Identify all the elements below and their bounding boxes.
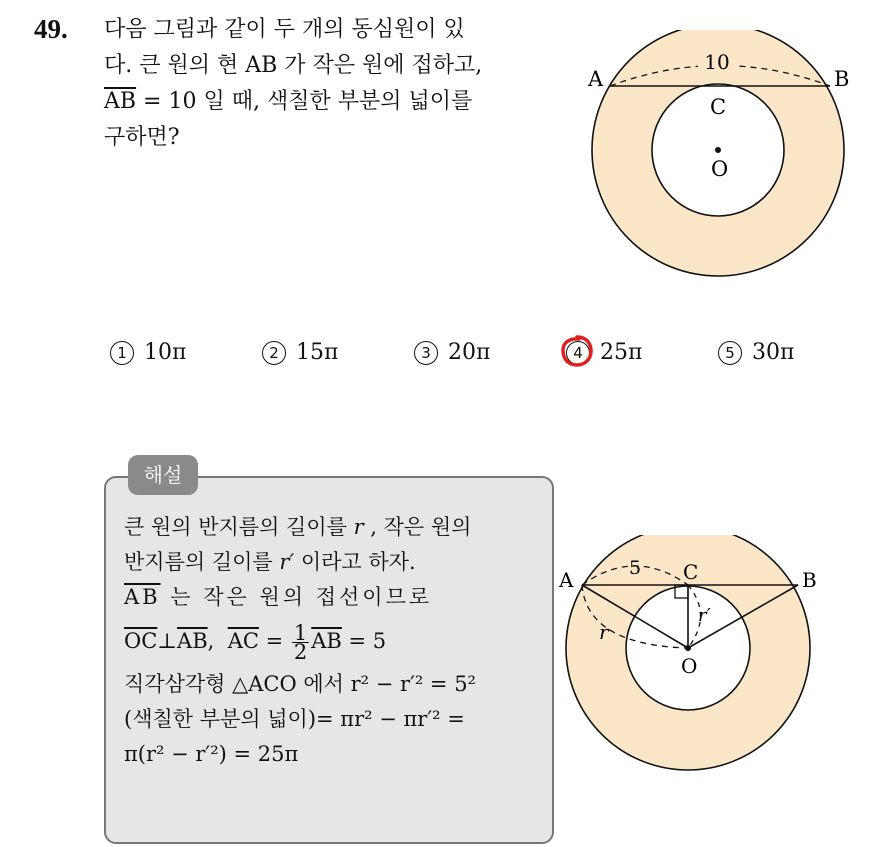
choice-4[interactable]: [566, 340, 642, 365]
label-a: A: [559, 568, 574, 592]
question-number: 49.: [34, 14, 68, 44]
choice-5-number: 5: [718, 341, 742, 365]
label-c: C: [710, 95, 727, 119]
label-r-prime: r′: [698, 605, 711, 626]
question-line-1: 다음 그림과 같이 두 개의 동심원이 있: [104, 17, 465, 42]
label-o: O: [681, 654, 698, 678]
question-line-2: 다. 큰 원의 현 AB 가 작은 원에 접하고,: [104, 53, 483, 78]
label-c: C: [683, 560, 699, 584]
choice-5-value: 30π: [752, 340, 795, 365]
choice-1-value: 10π: [144, 340, 187, 365]
choice-3[interactable]: [414, 340, 490, 365]
answer-choices: [110, 340, 830, 374]
solution-text: [124, 510, 536, 772]
solution-line-1: 큰 원의 반지름의 길이를 r , 작은 원의: [124, 515, 472, 539]
solution-line-4: $\overline{OC}\perp\overline{AB}$, $\overline{AC}$ = $\frac{1}{2}$ $\overline{AB} = 5$: [124, 621, 387, 664]
label-a: A: [588, 67, 604, 91]
selected-mark-icon: [560, 334, 594, 368]
label-b: B: [802, 568, 817, 592]
solution-line-3: $\overline{AB}$ 는 작은 원의 접선이므로: [124, 585, 433, 609]
segment-ab: $\overline{AB}$: [104, 89, 137, 114]
label-b: B: [834, 67, 850, 91]
center-point: [685, 645, 691, 651]
question-line-3: [104, 84, 564, 120]
solution-line-2: 반지름의 길이를 r′ 이라고 하자.: [124, 550, 416, 574]
choice-2-number: 2: [262, 341, 286, 365]
fraction-half: $\frac{1}{2}$: [293, 621, 308, 664]
solution-line-6: (색칠한 부분의 넓이)= πr² − πr′² =: [124, 707, 465, 731]
center-point: [715, 147, 721, 153]
solution-line-5: 직각삼각형 △ACO 에서 r² − r′² = 5²: [124, 672, 476, 696]
choice-3-value: 20π: [448, 340, 491, 365]
choice-4-value: 25π: [600, 340, 643, 365]
choice-2[interactable]: [262, 340, 338, 365]
solution-tag: 해설: [128, 455, 198, 495]
label-r: r: [599, 620, 609, 644]
choice-1[interactable]: [110, 340, 186, 365]
question-line-3-rest: = 10 일 때, 색칠한 부분의 넓이를: [136, 89, 473, 114]
choice-5[interactable]: [718, 340, 794, 365]
length-label: 10: [704, 50, 730, 74]
choice-4-number: 4: [566, 341, 590, 365]
solution-figure: [555, 535, 855, 785]
length-label: 5: [629, 557, 642, 579]
choice-1-number: 1: [110, 341, 134, 365]
label-o: O: [711, 157, 729, 181]
solution-line-7: π(r² − r′²) = 25π: [124, 742, 299, 766]
question-text: [104, 12, 564, 156]
choice-3-number: 3: [414, 341, 438, 365]
concentric-circles-figure: [580, 30, 870, 300]
choice-2-value: 15π: [296, 340, 339, 365]
question-line-4: 구하면?: [104, 125, 180, 150]
